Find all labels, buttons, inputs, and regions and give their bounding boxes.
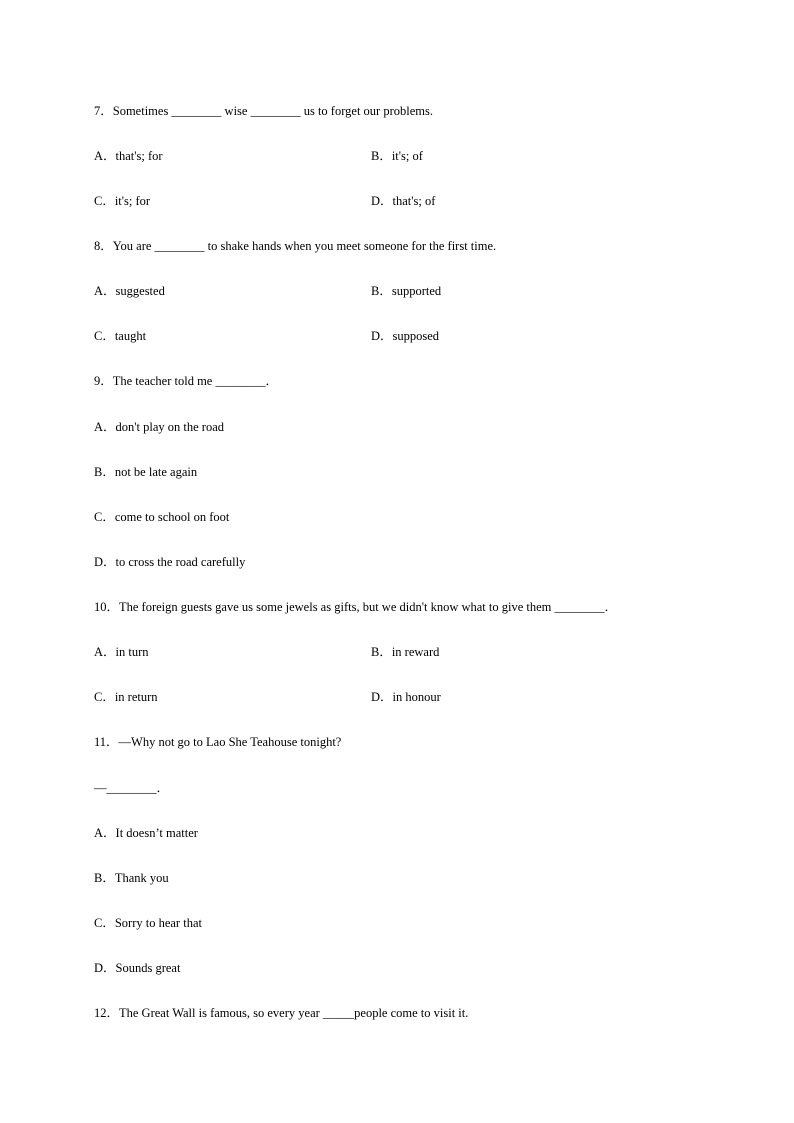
question-10-option-a: A．in turn: [94, 645, 149, 659]
question-9-option-c: C．come to school on foot: [94, 510, 230, 524]
question-9-stem: 9．The teacher told me ________．: [94, 374, 278, 388]
question-7-stem: 7．Sometimes ________ wise ________ us to forget our problems.: [94, 104, 433, 118]
question-8-option-c: C．taught: [94, 329, 147, 343]
question-12-stem: 12．The Great Wall is famous, so every year _____people come to visit it.: [94, 1006, 469, 1020]
question-8-option-d: D．supposed: [371, 329, 440, 343]
question-11-option-d: D．Sounds great: [94, 961, 181, 975]
question-7-option-a: A．that's; for: [94, 149, 163, 163]
question-10-option-d: D．in honour: [371, 690, 441, 704]
question-8-option-a: A．suggested: [94, 284, 165, 298]
question-10-stem: 10．The foreign guests gave us some jewels as gifts, but we didn't know what to give them ________．: [94, 600, 618, 614]
question-11-option-c: C．Sorry to hear that: [94, 916, 202, 930]
question-11-answer-line: —________．: [94, 781, 170, 795]
question-7-option-c: C．it's; for: [94, 194, 151, 208]
question-8-option-b: B．supported: [371, 284, 442, 298]
question-9-option-b: B．not be late again: [94, 465, 198, 479]
question-7-option-b: B．it's; of: [371, 149, 423, 163]
question-10-option-c: C．in return: [94, 690, 158, 704]
question-10-option-b: B．in reward: [371, 645, 440, 659]
question-7-option-d: D．that's; of: [371, 194, 436, 208]
question-11-stem: 11．—Why not go to Lao She Teahouse tonight?: [94, 735, 342, 749]
question-8-stem: 8．You are ________ to shake hands when you meet someone for the first time.: [94, 239, 497, 253]
question-9-option-d: D．to cross the road carefully: [94, 555, 246, 569]
question-11-option-a: A．It doesn’t matter: [94, 826, 198, 840]
question-9-option-a: A．don't play on the road: [94, 420, 225, 434]
question-11-option-b: B．Thank you: [94, 871, 169, 885]
